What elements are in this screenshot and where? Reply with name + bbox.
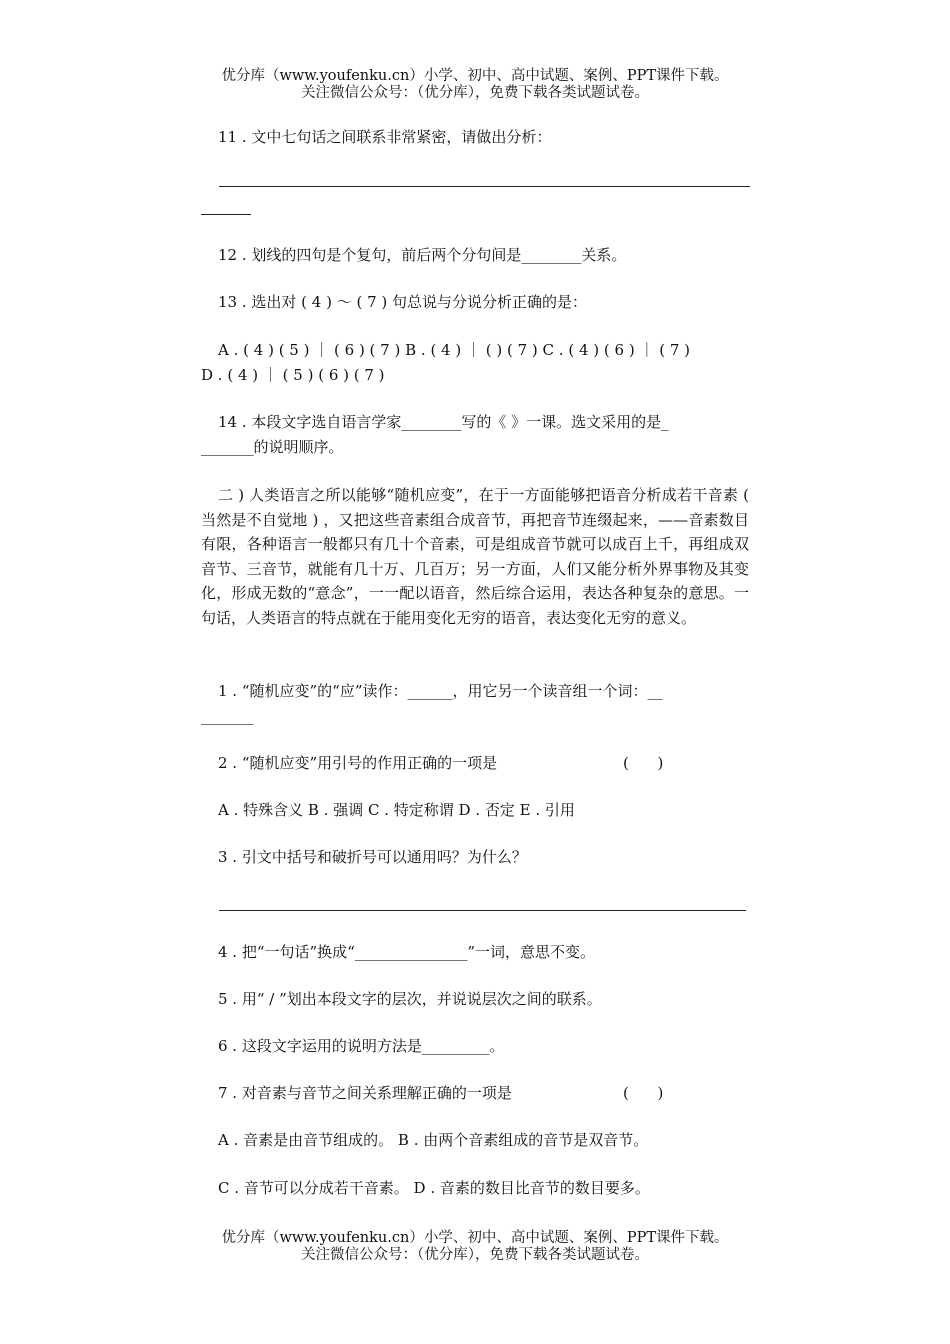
question-p2-2-options: A . 特殊含义 B . 强调 C . 特定称谓 D . 否定 E . 引用 (218, 801, 575, 819)
answer-line-11b (201, 214, 251, 215)
footer-line-1: 优分库（www.youfenku.cn）小学、初中、高中试题、案例、PPT课件下载。 (221, 1230, 729, 1246)
question-p2-2: 2 . “随机应变”用引号的作用正确的一项是 (218, 754, 498, 772)
question-p2-7-options-ab: A . 音素是由音节组成的。 B . 由两个音素组成的音节是双音节。 (218, 1131, 649, 1149)
footer-line-2: 关注微信公众号：（优分库），免费下载各类试题试卷。 (301, 1247, 649, 1263)
page-footer (0, 1230, 950, 1264)
question-p2-7-options-cd: C . 音节可以分成若干音素。 D . 音素的数目比音节的数目要多。 (218, 1179, 650, 1197)
question-p2-5: 5 . 用“ / ”划出本段文字的层次，并说说层次之间的联系。 (218, 990, 602, 1008)
page-header (0, 68, 950, 102)
answer-paren-7: ( ) (623, 1084, 664, 1102)
answer-line-p2-3 (219, 910, 746, 911)
question-p2-4: 4 . 把“一句话”换成“_______________”一词，意思不变。 (218, 943, 596, 961)
question-p2-1-line-1: 1 . “随机应变”的“应”读作：______，用它另一个读音组一个词：__ (218, 682, 663, 700)
question-13-options-line-1: A . ( 4 ) ( 5 ) ｜ ( 6 ) ( 7 ) B . ( 4 ) ｜ ( ) ( 7 ) C . ( 4 ) ( 6 ) ｜ ( 7 ) (218, 341, 690, 359)
question-p2-6: 6 . 这段文字运用的说明方法是_________。 (218, 1037, 505, 1055)
question-14-line-1: 14 . 本段文字选自语言学家________写的《 》一课。选文采用的是_ (218, 413, 669, 431)
question-11: 11 . 文中七句话之间联系非常紧密，请做出分析： (218, 128, 552, 146)
question-p2-1-line-2: _______ (201, 707, 254, 725)
question-14-line-2: _______的说明顺序。 (201, 438, 344, 456)
question-p2-3: 3 . 引文中括号和破折号可以通用吗？为什么？ (218, 848, 527, 866)
header-line-1: 优分库（www.youfenku.cn）小学、初中、高中试题、案例、PPT课件下载。 (221, 68, 729, 84)
answer-paren-2: ( ) (623, 754, 664, 772)
question-p2-7: 7 . 对音素与音节之间关系理解正确的一项是 (218, 1084, 512, 1102)
question-13: 13 . 选出对 ( 4 ) ～ ( 7 ) 句总说与分说分析正确的是： (218, 293, 588, 311)
answer-line-11a (219, 186, 750, 187)
passage-part-2: 二 ) 人类语言之所以能够“随机应变”，在于一方面能够把语音分析成若干音素 ( 当然是不自觉地 ) ，又把这些音素组合成音节，再把音节连缀起来，——音素数目有限，各种语言一般都只有几十个音素，可是组成音节就可以成百上千，再组成双音节、三音节，就能有几十万、几百万；另一方面，人们又能分析外界事物及其变化，形成无数的“意念”，一一配以语音，然后综合运用，表达各种复杂的意思。一句话，人类语言的特点就在于能用变化无穷的语音，表达变化无穷的意义。 (201, 486, 749, 627)
question-13-options-line-2: D . ( 4 ) ｜ ( 5 ) ( 6 ) ( 7 ) (201, 366, 385, 384)
header-line-2: 关注微信公众号：（优分库），免费下载各类试题试卷。 (301, 85, 649, 101)
question-12: 12 . 划线的四句是个复句，前后两个分句间是________关系。 (218, 246, 627, 264)
